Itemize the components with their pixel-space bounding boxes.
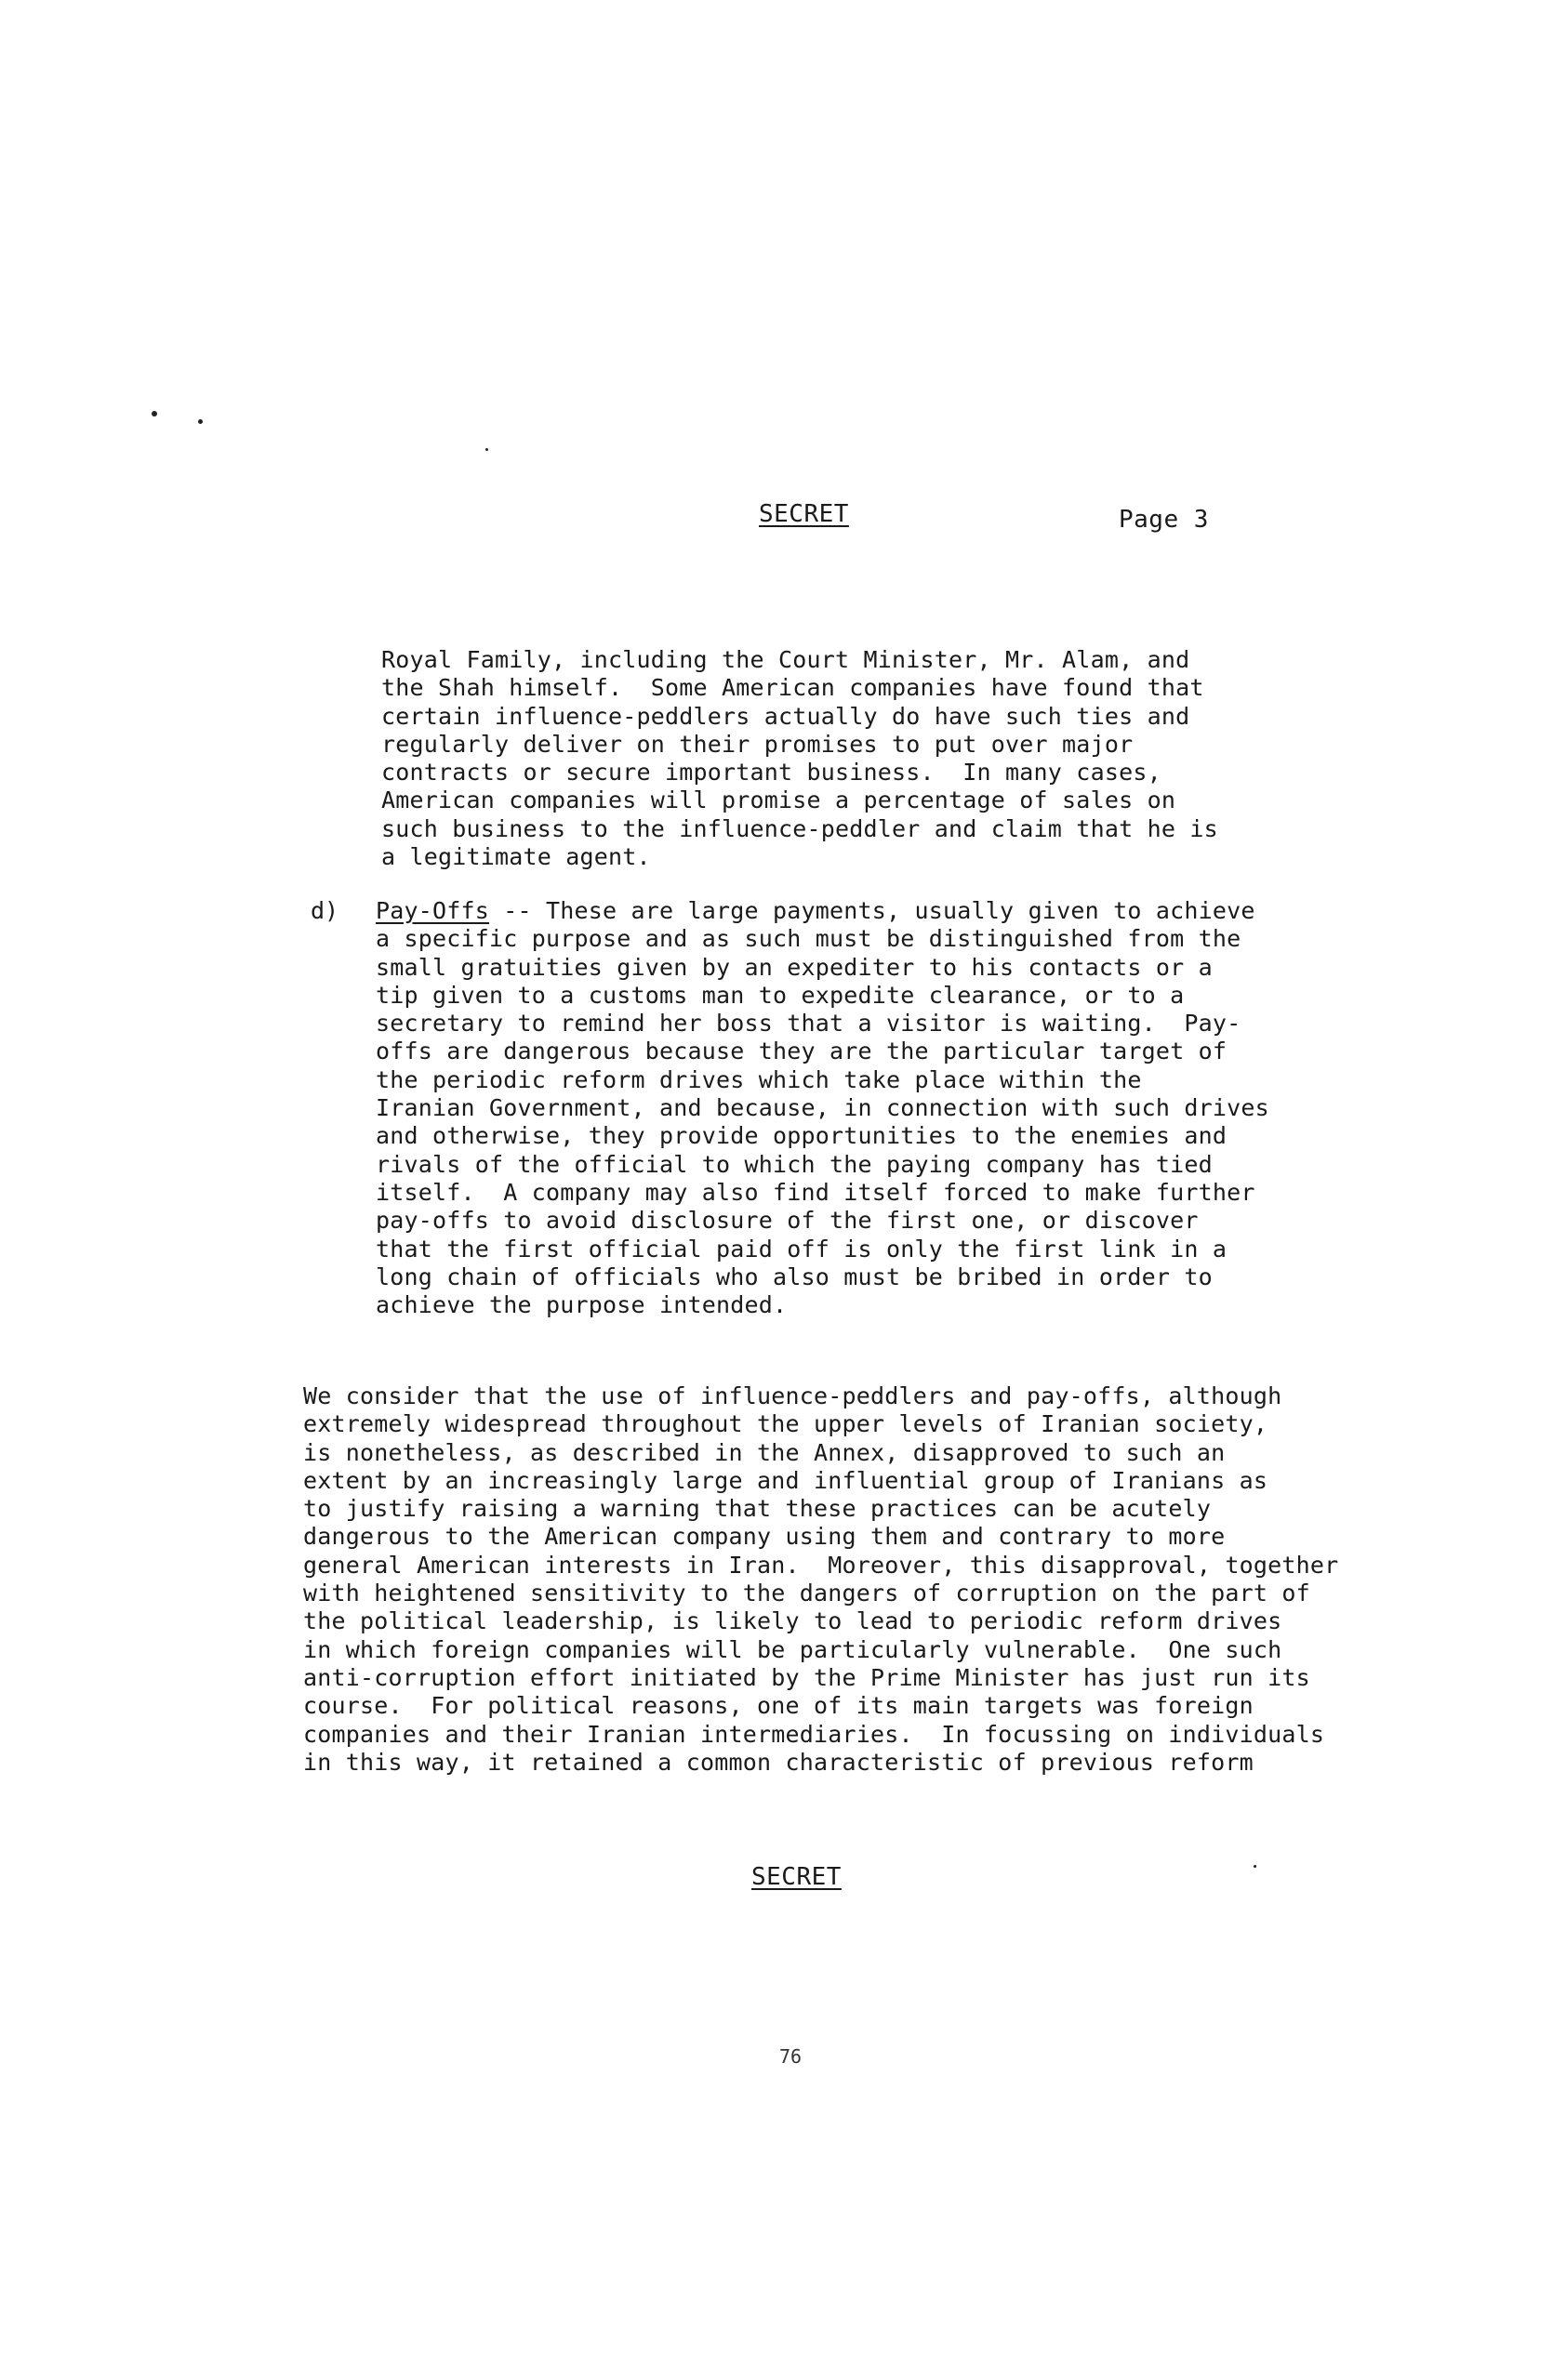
text-line: extent by an increasingly large and influential group of Iranians as: [303, 1466, 1268, 1494]
text-line: We consider that the use of influence-peddlers and pay-offs, although: [303, 1382, 1282, 1409]
text-line: pay-offs to avoid disclosure of the first one, or discover: [376, 1207, 1199, 1235]
text-line: a legitimate agent.: [381, 843, 651, 871]
text-line: companies and their Iranian intermediaries. In focussing on individuals: [303, 1720, 1325, 1748]
text-line: rivals of the official to which the paying company has tied: [376, 1150, 1213, 1178]
page-number: 76: [779, 2045, 803, 2068]
scan-speck: [198, 419, 203, 424]
text-line: with heightened sensitivity to the dangers of corruption on the part of: [303, 1580, 1310, 1607]
text-line: in this way, it retained a common characteristic of previous reform: [303, 1748, 1254, 1776]
text-line: -- These are large payments, usually given to achieve: [489, 897, 1255, 924]
text-line: that the first official paid off is only the first link in a: [376, 1235, 1228, 1263]
text-line: regularly deliver on their promises to put over major: [381, 730, 1134, 758]
text-line: a specific purpose and as such must be distinguished from the: [376, 925, 1241, 953]
text-line: Iranian Government, and because, in connection with such drives: [376, 1094, 1269, 1122]
text-line: anti-corruption effort initiated by the Prime Minister has just run its: [303, 1663, 1310, 1691]
text-line: general American interests in Iran. Moreover, this disapproval, together: [303, 1551, 1339, 1579]
text-line: tip given to a customs man to expedite clearance, or to a: [376, 981, 1185, 1009]
text-line: Royal Family, including the Court Minister, Mr. Alam, and: [381, 646, 1190, 673]
text-line: itself. A company may also find itself forced to make further: [376, 1178, 1255, 1206]
text-line: American companies will promise a percentage of sales on: [381, 787, 1176, 814]
text-line: in which foreign companies will be particularly vulnerable. One such: [303, 1635, 1282, 1663]
text-line: secretary to remind her boss that a visitor is waiting. Pay-: [376, 1010, 1241, 1038]
text-line: is nonetheless, as described in the Annex, disapproved to such an: [303, 1438, 1226, 1466]
text-line: the periodic reform drives which take place within the: [376, 1065, 1142, 1093]
paragraph-we-consider: [303, 1382, 1338, 1777]
text-line: contracts or secure important business. In many cases,: [381, 759, 1161, 787]
scan-speck: [152, 411, 157, 416]
text-line: achieve the purpose intended.: [376, 1291, 788, 1319]
text-line: dangerous to the American company using them and contrary to more: [303, 1523, 1226, 1551]
text-line: such business to the influence-peddler and claim that he is: [381, 814, 1218, 842]
text-line: offs are dangerous because they are the particular target of: [376, 1038, 1228, 1065]
text-line: the political leadership, is likely to lead to periodic reform drives: [303, 1607, 1282, 1635]
list-label-d: d): [311, 897, 339, 924]
header-page-label: Page 3: [1119, 506, 1209, 534]
text-line: extremely widespread throughout the upper levels of Iranian society,: [303, 1410, 1268, 1438]
pay-offs-heading: Pay-Offs: [376, 897, 490, 924]
text-line: small gratuities given by an expediter to his contacts or a: [376, 953, 1213, 981]
scan-speck: [1254, 1865, 1256, 1868]
header-classification: SECRET: [759, 500, 849, 528]
text-line: certain influence-peddlers actually do have such ties and: [381, 702, 1190, 730]
text-line: to justify raising a warning that these practices can be acutely: [303, 1495, 1212, 1523]
paragraph-royal-family: [381, 646, 1218, 871]
text-line: course. For political reasons, one of its main targets was foreign: [303, 1692, 1254, 1720]
footer-classification: SECRET: [751, 1863, 842, 1891]
paragraph-pay-offs: [376, 897, 1269, 1319]
text-line: the Shah himself. Some American companies have found that: [381, 674, 1204, 702]
text-line: and otherwise, they provide opportunities to the enemies and: [376, 1122, 1228, 1150]
text-line: long chain of officials who also must be bribed in order to: [376, 1263, 1213, 1290]
scan-speck: [485, 448, 488, 451]
